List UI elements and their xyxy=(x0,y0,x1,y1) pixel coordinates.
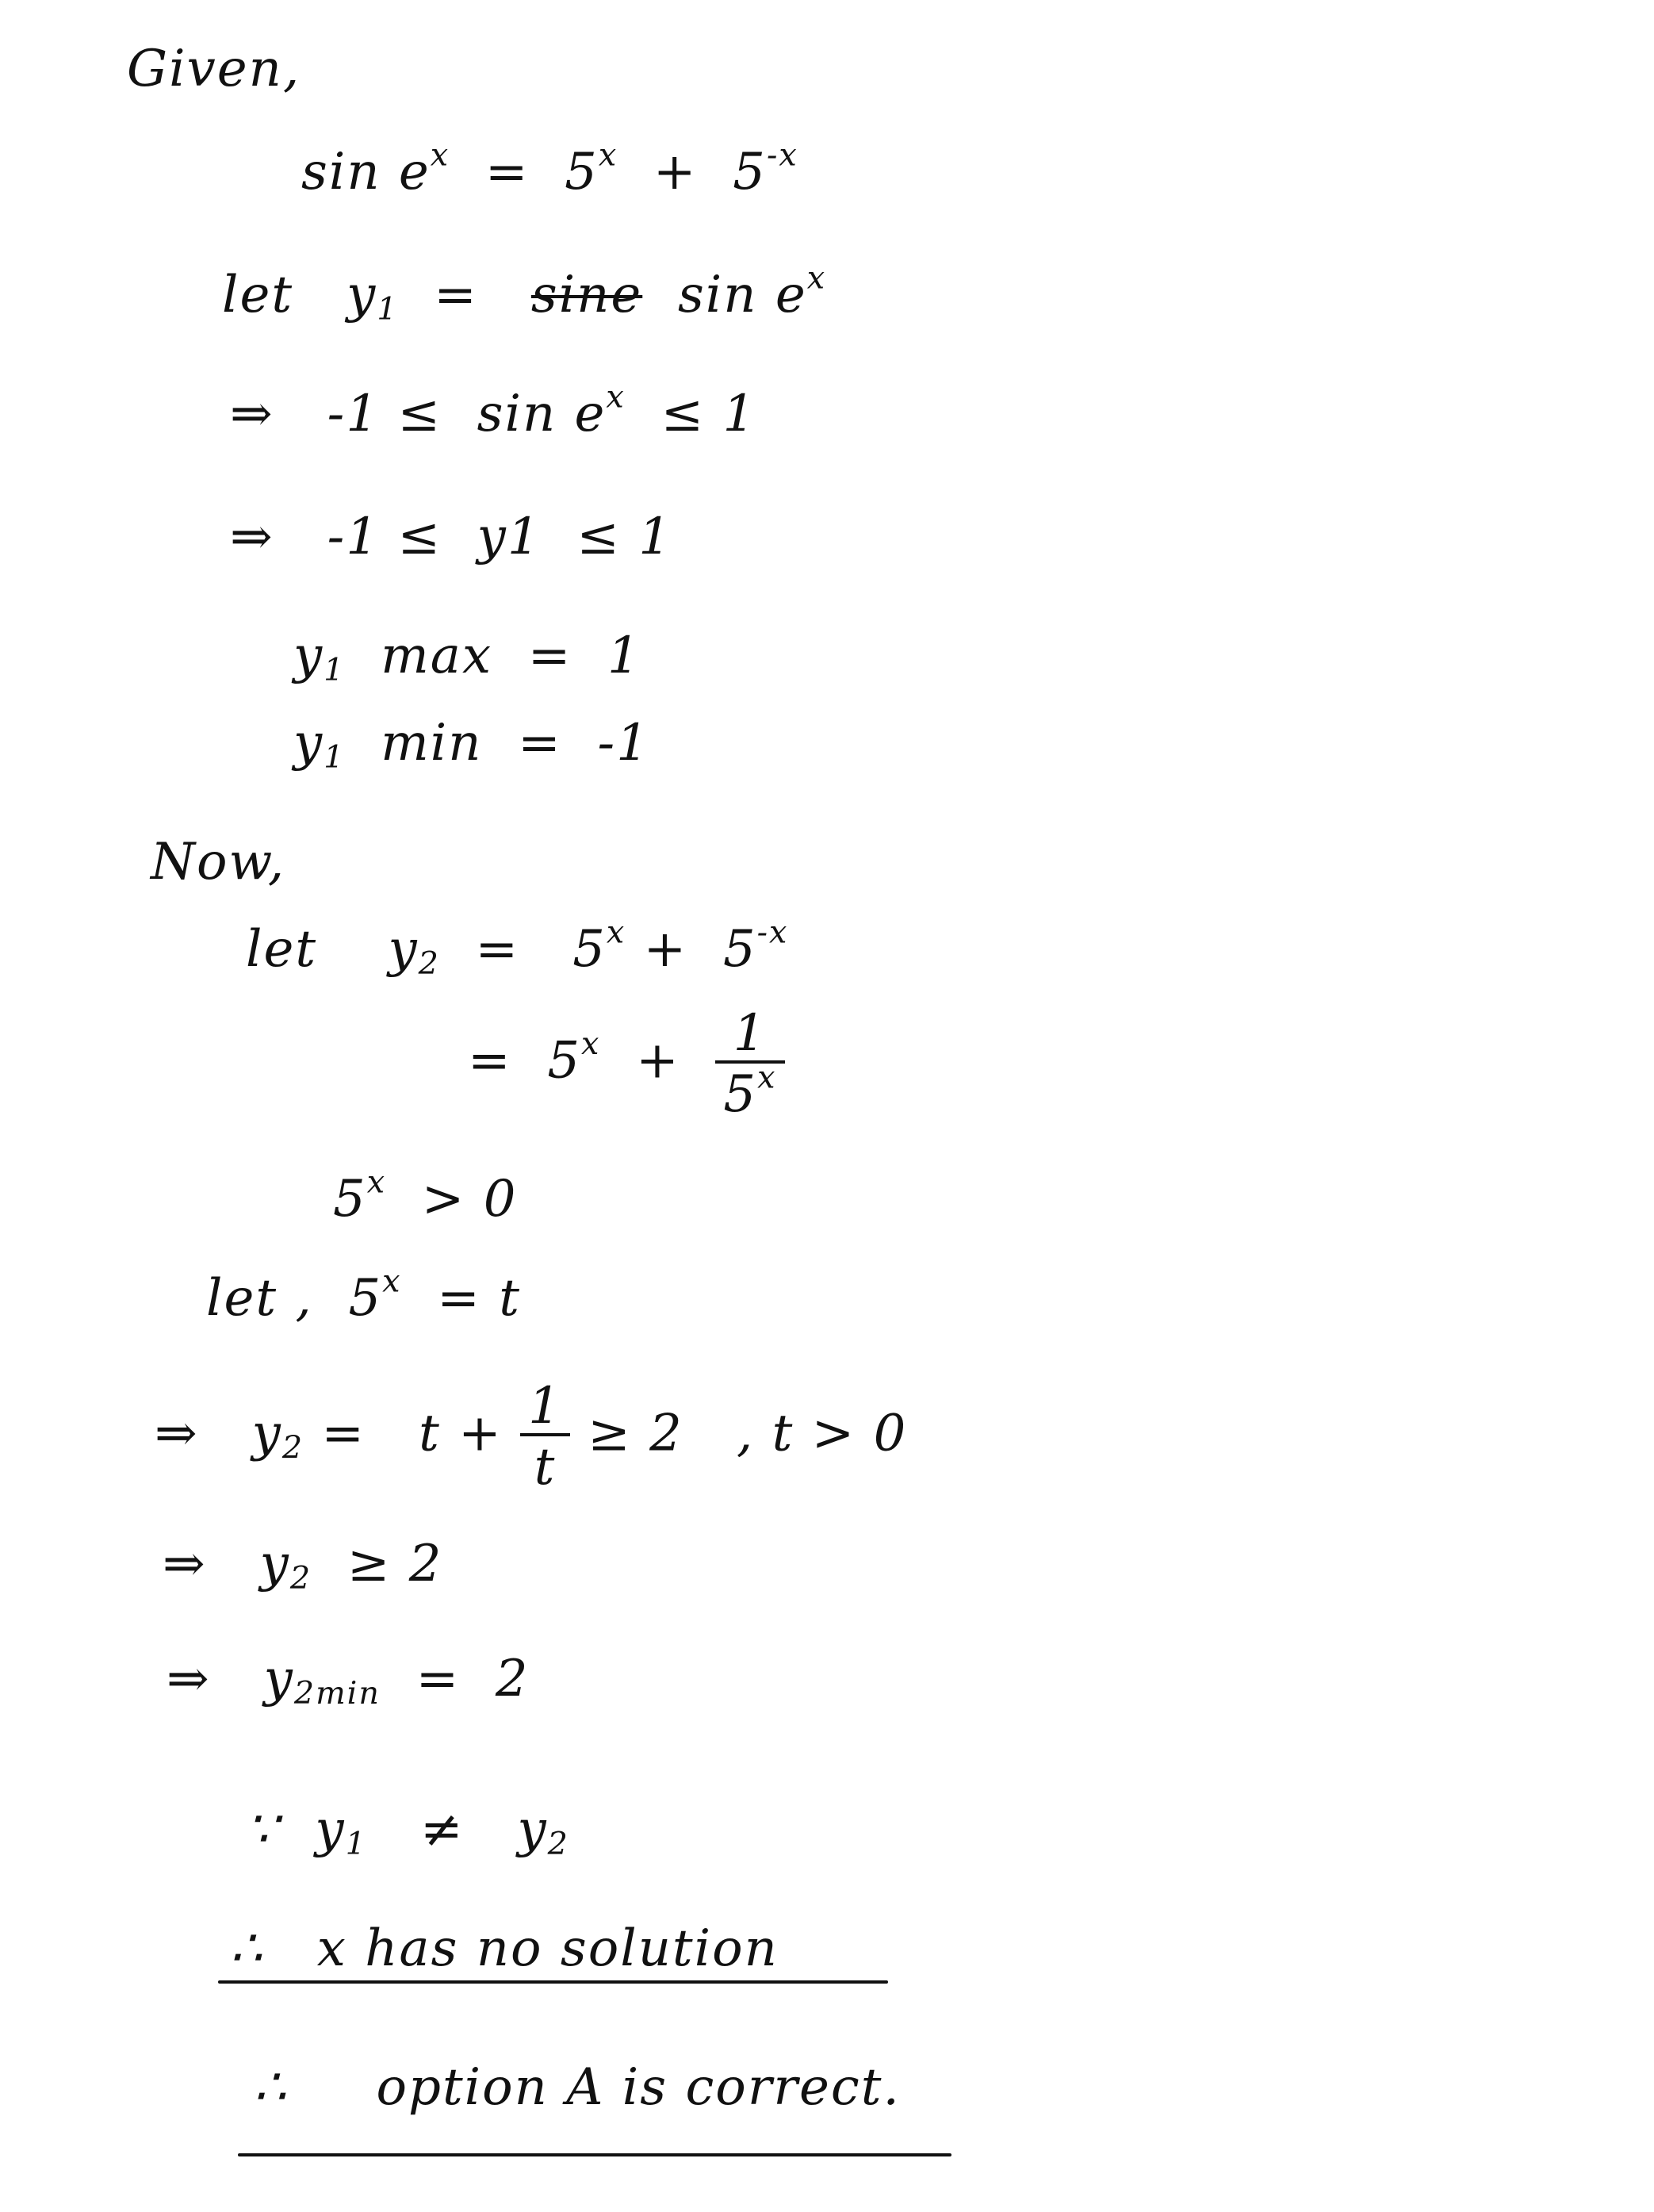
y2ge-rel: ≥ 2 xyxy=(346,1535,443,1593)
therefore-symbol: ∴ xyxy=(254,2058,288,2117)
ineq1-expr: sin e xyxy=(477,385,607,443)
y1-min-label: min xyxy=(381,714,483,772)
y2-b: 5 xyxy=(722,920,757,979)
amgm-fraction xyxy=(520,1377,570,1497)
therefore-symbol: ∴ xyxy=(230,1919,264,1978)
because-lhs-sub: 1 xyxy=(345,1825,367,1862)
y2min-label: min xyxy=(316,1674,381,1712)
ineq1-expr-exp: x xyxy=(606,378,626,416)
sub-eq: = xyxy=(437,1269,481,1328)
positivity xyxy=(333,1164,518,1229)
sub-var: t xyxy=(499,1269,521,1328)
pos-exp: x xyxy=(366,1164,387,1201)
given-eq: = xyxy=(484,143,530,201)
amgm-var: y xyxy=(251,1404,282,1463)
y1-min-eq: = xyxy=(518,714,562,772)
given-heading: Given, xyxy=(127,40,301,98)
conclusion-2-text: option A is correct. xyxy=(376,2058,901,2117)
because-symbol: ∵ xyxy=(246,1800,280,1859)
because-line xyxy=(246,1800,569,1862)
y1-max-val: 1 xyxy=(607,627,641,685)
amgm-var-sub: 2 xyxy=(281,1429,304,1466)
conclusion-2 xyxy=(254,2058,901,2117)
substitution xyxy=(206,1263,521,1328)
y2r-plus: + xyxy=(636,1031,680,1091)
pos-rel: > 0 xyxy=(421,1170,518,1229)
y1-var-sub: 1 xyxy=(377,290,399,328)
implies-arrow: ⇒ xyxy=(230,508,274,566)
because-lhs: y xyxy=(315,1800,346,1859)
y2-rewrite xyxy=(468,1004,785,1125)
y2r-eq: = xyxy=(468,1031,512,1091)
y1-max-sub: 1 xyxy=(324,651,346,688)
given-equation xyxy=(301,136,798,201)
y1-min xyxy=(293,714,650,776)
y2-plus: + xyxy=(643,920,688,979)
underline-1 xyxy=(218,1980,888,1984)
y1-min-var: y xyxy=(293,714,324,772)
y1-max xyxy=(293,627,641,688)
let-label: let xyxy=(222,266,294,324)
given-r1: 5 xyxy=(565,143,599,201)
y2-b-exp: -x xyxy=(756,914,789,951)
y1-expr-exp: x xyxy=(806,259,827,297)
implies-arrow: ⇒ xyxy=(167,1650,211,1708)
y1-min-val: -1 xyxy=(597,714,650,772)
inequality-1 xyxy=(230,378,757,443)
y2ge-var: y xyxy=(259,1535,290,1593)
y2r-frac-den-base: 5 xyxy=(723,1065,758,1125)
ineq2-right: ≤ 1 xyxy=(576,508,672,566)
y1-definition xyxy=(222,259,827,328)
because-rhs: y xyxy=(517,1800,548,1859)
inequality-2 xyxy=(230,508,672,566)
y2min-eq: = xyxy=(415,1650,461,1708)
y1-max-label: max xyxy=(381,627,493,685)
y1-min-sub: 1 xyxy=(324,738,346,776)
sub-prefix: let , xyxy=(206,1269,313,1328)
y2r-a: 5 xyxy=(547,1031,582,1091)
implies-arrow: ⇒ xyxy=(230,385,274,443)
struck-word: sine xyxy=(530,266,643,324)
amgm-rel: ≥ 2 xyxy=(588,1404,683,1463)
conclusion-1-text: x has no solution xyxy=(316,1919,779,1978)
y2r-fraction xyxy=(715,1004,784,1125)
given-plus: + xyxy=(653,143,698,201)
given-r2-exp: -x xyxy=(766,136,798,174)
pos-base: 5 xyxy=(333,1170,367,1229)
let-label: let xyxy=(246,920,318,979)
underline-2 xyxy=(238,2153,951,2156)
y2r-frac-den-exp: x xyxy=(757,1059,777,1096)
y1-expr: sin e xyxy=(677,266,807,324)
y1-max-var: y xyxy=(293,627,324,685)
y2-var-sub: 2 xyxy=(418,945,440,982)
amgm-t: t xyxy=(419,1404,441,1463)
y1-var: y xyxy=(346,266,377,324)
ineq1-left: -1 ≤ xyxy=(327,385,442,443)
y2r-frac-den xyxy=(715,1059,784,1125)
y2-min xyxy=(167,1650,530,1712)
y2r-a-exp: x xyxy=(581,1025,601,1062)
amgm-eq: = xyxy=(321,1404,366,1463)
y2-a-exp: x xyxy=(606,914,626,951)
given-r2: 5 xyxy=(733,143,767,201)
y2-eq: = xyxy=(475,920,520,979)
am-gm-line xyxy=(155,1377,908,1497)
y2r-frac-num: 1 xyxy=(733,1004,768,1063)
y2-definition xyxy=(246,914,789,982)
sub-exp: x xyxy=(382,1263,402,1300)
y2min-var-sub: 2 xyxy=(293,1674,316,1712)
sub-base: 5 xyxy=(348,1269,383,1328)
given-r1-exp: x xyxy=(598,136,618,174)
ineq2-expr: y1 xyxy=(477,508,542,566)
amgm-plus: + xyxy=(458,1404,503,1463)
given-lhs-exp: x xyxy=(430,136,450,174)
amgm-cond: , t > 0 xyxy=(736,1404,908,1463)
y2-a: 5 xyxy=(572,920,607,979)
y2-ge xyxy=(163,1535,443,1597)
y2min-var: y xyxy=(263,1650,294,1708)
y2ge-var-sub: 2 xyxy=(289,1559,312,1597)
conclusion-1 xyxy=(230,1919,779,1978)
because-rhs-sub: 2 xyxy=(547,1825,569,1862)
y2min-val: 2 xyxy=(495,1650,530,1708)
y1-eq: = xyxy=(434,266,478,324)
y2-var: y xyxy=(388,920,419,979)
amgm-frac-num: 1 xyxy=(528,1377,562,1436)
because-rel: ≠ xyxy=(419,1800,465,1859)
implies-arrow: ⇒ xyxy=(163,1535,207,1593)
now-heading: Now, xyxy=(151,833,286,891)
amgm-frac-den: t xyxy=(520,1433,570,1494)
given-lhs: sin e xyxy=(301,143,431,201)
ineq2-left: -1 ≤ xyxy=(327,508,442,566)
y1-max-eq: = xyxy=(527,627,572,685)
ineq1-right: ≤ 1 xyxy=(660,385,757,443)
implies-arrow: ⇒ xyxy=(155,1404,199,1463)
